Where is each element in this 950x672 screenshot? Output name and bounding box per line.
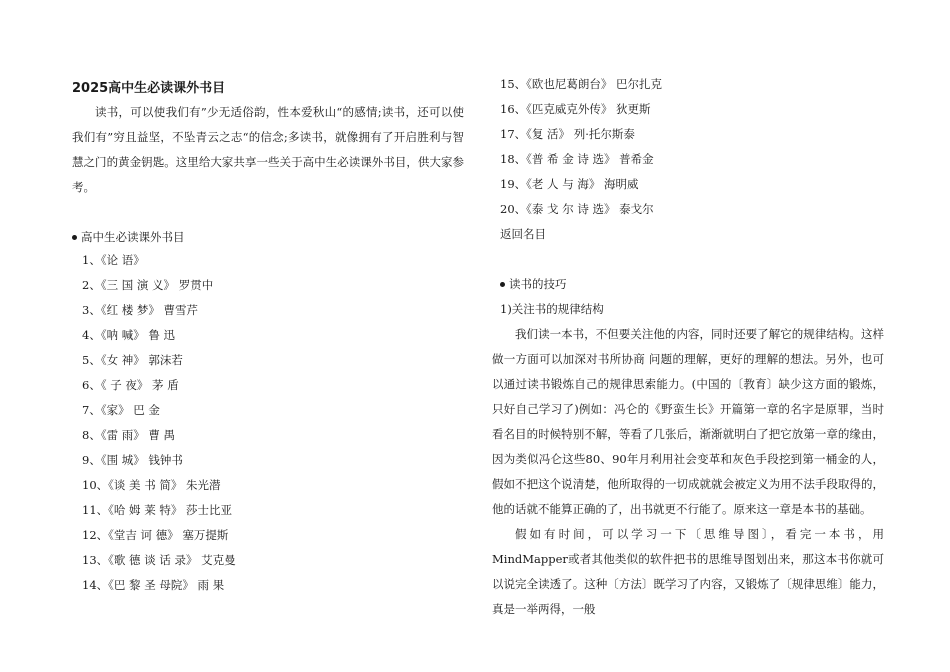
book-item: 18、《普 希 金 诗 选》 普希金 bbox=[500, 152, 654, 166]
bullet-icon bbox=[72, 235, 77, 240]
tips-heading bbox=[500, 272, 567, 297]
book-item: 19、《老 人 与 海》 海明威 bbox=[500, 177, 639, 191]
book-item: 16、《匹克威克外传》 狄更斯 bbox=[500, 102, 651, 116]
book-item: 15、《欧也尼葛朗台》 巴尔扎克 bbox=[500, 77, 663, 91]
page-title: 2025高中生必读课外书目 bbox=[72, 81, 226, 96]
book-item: 6、《 子 夜》 茅 盾 bbox=[82, 378, 179, 392]
tips-paragraph-2: 假如有时间，可以学习一下〔思维导图〕，看完一本书，用MindMapper或者其他类似的软件把书的思维导图划出来，那这本书你就可以说完全读透了。这种〔方法〕既学习了内容，又锻炼了〔规律思维〕能力，真是一举两得，一般 bbox=[492, 527, 884, 616]
tips-paragraph-1: 我们读一本书，不但要关注他的内容，同时还要了解它的规律结构。这样做一方面可以加深对书所协商 问题的理解，更好的理解的想法。另外，也可以通过读书锻炼自己的规律思索能力。(中国的〔教育〕缺少这方面的锻炼，只好自己学习了)例如：冯仑的《野蛮生长》开篇第一章的名字是原罪，当时看名目的时候特别不解，等看了几张后，渐渐就明白了把它放第一章的缘由，因为类似冯仑这些80、90年月利用社会变革和灰色手段挖到第一桶金的人，假如不把这个说清楚，他所取得的一切成就就会被定义为用不法手段取得的，他的话就不能算正确的了，出书就更不行能了。原来这一章是本书的基础。 bbox=[492, 327, 884, 516]
book-list-heading bbox=[72, 225, 185, 250]
book-item: 20、《泰 戈 尔 诗 选》 泰戈尔 bbox=[500, 202, 654, 216]
bullet-icon bbox=[500, 282, 505, 287]
book-item: 8、《雷 雨》 曹 禺 bbox=[82, 428, 176, 442]
tips-heading-text: 读书的技巧 bbox=[509, 277, 567, 291]
tips-subheading: 1)关注书的规律结构 bbox=[500, 302, 604, 316]
book-item: 14、《巴 黎 圣 母院》 雨 果 bbox=[82, 578, 225, 592]
book-item: 13、《歌 德 谈 话 录》 艾克曼 bbox=[82, 553, 236, 567]
book-item: 5、《女 神》 郭沫若 bbox=[82, 353, 183, 367]
intro-paragraph: 读书，可以使我们有”少无适俗韵，性本爱秋山“的感情;读书，还可以使我们有”穷且益坚，不坠青云之志“的信念;多读书，就像拥有了开启胜利与智慧之门的黄金钥匙。这里给大家共享一些关于高中生必读课外书目，供大家参考。 bbox=[72, 105, 464, 194]
book-item: 2、《三 国 演 义》 罗贯中 bbox=[82, 278, 214, 292]
book-item: 1、《论 语》 bbox=[82, 253, 145, 267]
book-item: 9、《围 城》 钱钟书 bbox=[82, 453, 183, 467]
book-item: 3、《红 楼 梦》 曹雪芹 bbox=[82, 303, 199, 317]
book-list-right bbox=[500, 72, 662, 222]
book-list-heading-text: 高中生必读课外书目 bbox=[81, 230, 185, 244]
book-item: 17、《复 活》 列·托尔斯泰 bbox=[500, 127, 635, 141]
book-item: 7、《家》 巴 金 bbox=[82, 403, 160, 417]
book-item: 4、《呐 喊》 鲁 迅 bbox=[82, 328, 176, 342]
back-to-list-link[interactable]: 返回名目 bbox=[500, 227, 546, 241]
book-list-left bbox=[82, 248, 236, 598]
book-item: 12、《堂吉 诃 德》 塞万提斯 bbox=[82, 528, 229, 542]
book-item: 10、《谈 美 书 简》 朱光潜 bbox=[82, 478, 221, 492]
book-item: 11、《哈 姆 莱 特》 莎士比亚 bbox=[82, 503, 233, 517]
